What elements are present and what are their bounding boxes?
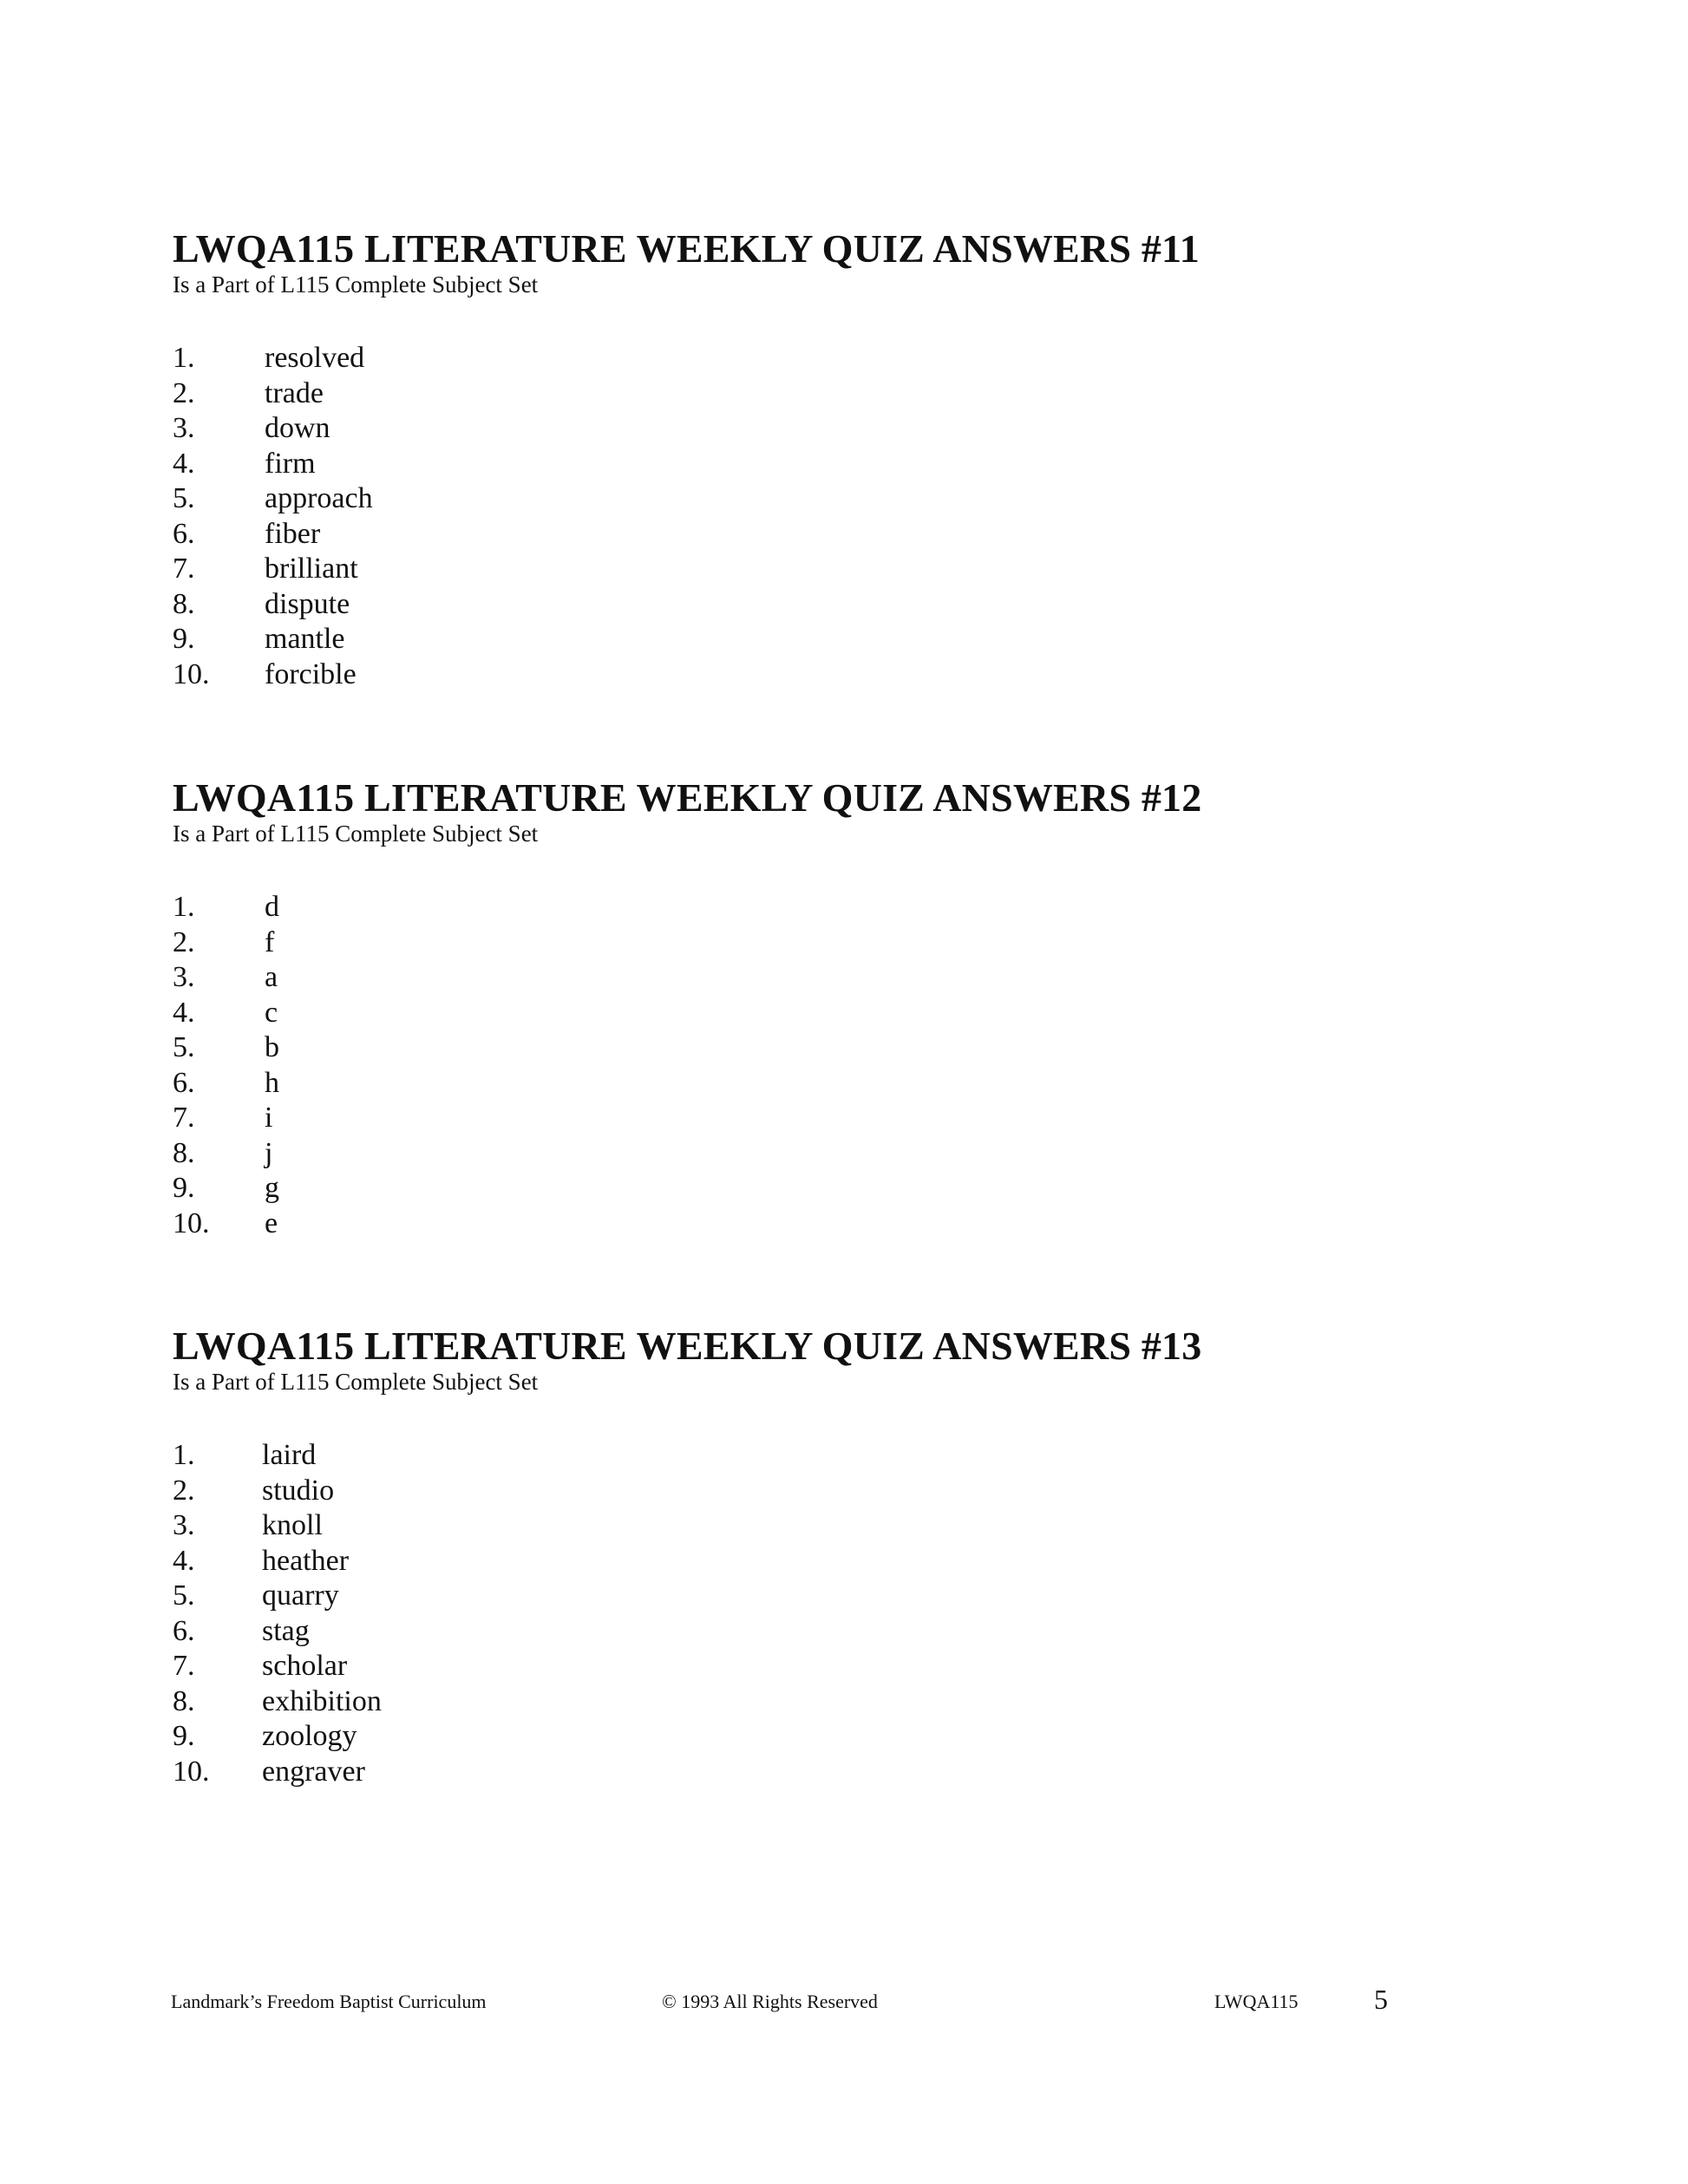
answer-number: 6.: [173, 1066, 195, 1099]
answer-number: 3.: [173, 412, 195, 444]
answer-number: 4.: [173, 996, 195, 1029]
answer-number: 5.: [173, 1031, 195, 1063]
answer-text: down: [265, 412, 330, 444]
answer-text: d: [265, 891, 279, 923]
answer-number: 4.: [173, 1544, 195, 1577]
answer-text: quarry: [262, 1579, 339, 1612]
answer-number: 2.: [173, 376, 195, 409]
quiz-answers-section-12: [173, 775, 1387, 1264]
answer-number: 10.: [173, 1755, 210, 1788]
answer-text: mantle: [265, 623, 345, 655]
answer-number: 1.: [173, 342, 195, 374]
section-heading: LWQA115 LITERATURE WEEKLY QUIZ ANSWERS #12: [173, 775, 1202, 820]
answer-number: 8.: [173, 1136, 195, 1169]
answer-text: exhibition: [262, 1684, 382, 1717]
answer-text: h: [265, 1066, 279, 1099]
answer-text: approach: [265, 482, 373, 514]
section-subtitle: Is a Part of L115 Complete Subject Set: [173, 821, 539, 847]
section-subtitle: Is a Part of L115 Complete Subject Set: [173, 271, 539, 298]
quiz-answers-section-11: [173, 226, 1387, 715]
answer-text: f: [265, 925, 275, 958]
answer-text: heather: [262, 1544, 350, 1577]
answer-number: 7.: [173, 1102, 195, 1134]
answer-text: zoology: [262, 1720, 357, 1752]
answer-number: 3.: [173, 961, 195, 993]
answer-text: studio: [262, 1474, 335, 1507]
answer-number: 7.: [173, 1650, 195, 1682]
answer-text: knoll: [262, 1509, 323, 1541]
answer-text: g: [265, 1172, 279, 1204]
answer-text: brilliant: [265, 553, 358, 585]
answer-number: 3.: [173, 1509, 195, 1541]
answer-number: 1.: [173, 891, 195, 923]
footer-publisher: Landmark’s Freedom Baptist Curriculum: [171, 1991, 487, 2012]
answer-text: c: [265, 996, 278, 1029]
footer-code: LWQA115: [1214, 1991, 1299, 2012]
answer-text: j: [265, 1136, 273, 1169]
answer-number: 10.: [173, 657, 210, 690]
answer-text: resolved: [265, 342, 365, 374]
answer-number: 8.: [173, 1684, 195, 1717]
answer-number: 5.: [173, 1579, 195, 1612]
answer-number: 1.: [173, 1439, 195, 1471]
answer-text: stag: [262, 1614, 310, 1647]
answer-number: 9.: [173, 1172, 195, 1204]
answer-text: forcible: [265, 657, 357, 690]
answer-number: 2.: [173, 925, 195, 958]
answer-text: trade: [265, 376, 324, 409]
answer-number: 9.: [173, 623, 195, 655]
section-heading: LWQA115 LITERATURE WEEKLY QUIZ ANSWERS #13: [173, 1324, 1202, 1368]
answer-text: laird: [262, 1439, 317, 1471]
footer-copyright: © 1993 All Rights Reserved: [662, 1991, 878, 2012]
answer-text: i: [265, 1102, 273, 1134]
answer-text: e: [265, 1206, 278, 1239]
answer-number: 5.: [173, 482, 195, 514]
answer-number: 6.: [173, 517, 195, 550]
section-subtitle: Is a Part of L115 Complete Subject Set: [173, 1369, 539, 1395]
answer-number: 8.: [173, 587, 195, 620]
answer-number: 4.: [173, 447, 195, 480]
section-heading: LWQA115 LITERATURE WEEKLY QUIZ ANSWERS #11: [173, 226, 1200, 271]
answer-number: 10.: [173, 1206, 210, 1239]
answer-number: 9.: [173, 1720, 195, 1752]
answer-number: 7.: [173, 553, 195, 585]
page-number: 5: [1374, 1984, 1388, 2015]
answer-text: scholar: [262, 1650, 348, 1682]
answer-text: firm: [265, 447, 316, 480]
answer-text: dispute: [265, 587, 350, 620]
quiz-answers-section-13: [173, 1326, 1387, 1812]
answer-number: 6.: [173, 1614, 195, 1647]
answer-text: engraver: [262, 1755, 365, 1788]
answer-text: a: [265, 961, 278, 993]
answer-number: 2.: [173, 1474, 195, 1507]
answer-text: fiber: [265, 517, 321, 550]
answer-text: b: [265, 1031, 279, 1063]
